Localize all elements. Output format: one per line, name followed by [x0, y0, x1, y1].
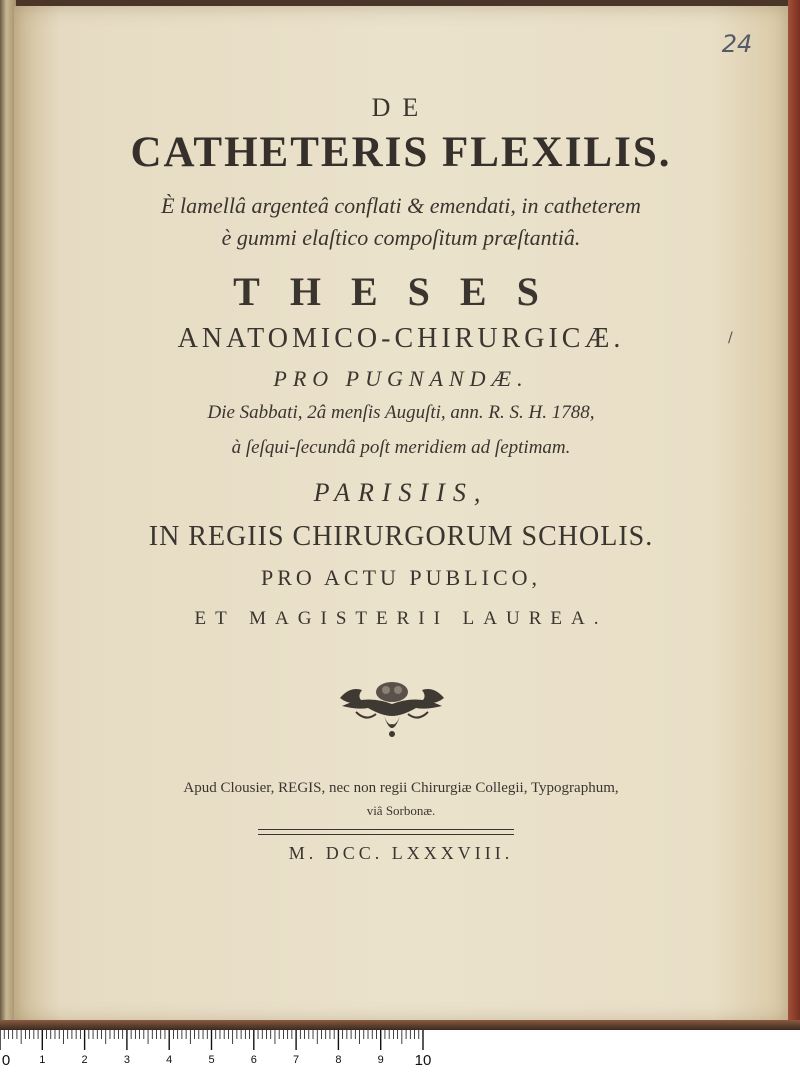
- place-parisiis: PARISIIS,: [313, 478, 489, 507]
- printers-ornament-vignette: [336, 676, 448, 740]
- ruler-label: 6: [250, 1054, 257, 1066]
- pro-actu-publico: PRO ACTU PUBLICO,: [260, 565, 542, 590]
- date-line: Die Sabbati, 2â menſis Auguſti, ann. R. S. H. 1788,: [207, 402, 595, 423]
- anatomico-heading: ANATOMICO-CHIRURGICÆ.: [177, 323, 625, 354]
- ruler-label: 0: [1, 1052, 11, 1069]
- subtitle-line-2: è gummi elaſtico compoſitum præſtantiâ.: [221, 225, 581, 250]
- ruler-label: 10: [414, 1052, 432, 1069]
- ruler-label: 3: [123, 1054, 130, 1066]
- double-rule-top: [258, 829, 514, 830]
- magisterii-laurea: ET MAGISTERII LAUREA.: [194, 608, 608, 629]
- page-right-edge: [788, 0, 800, 1028]
- ruler-label: 7: [293, 1054, 300, 1066]
- margin-mark: /: [728, 330, 733, 346]
- double-rule-bottom: [258, 834, 514, 835]
- ruler-ticks: [0, 1030, 800, 1073]
- ruler-label: 4: [166, 1054, 173, 1066]
- ruler-label: 5: [208, 1054, 215, 1066]
- ruler-label: 1: [39, 1054, 46, 1066]
- ruler-label: 9: [377, 1054, 384, 1066]
- imprint-year: M. DCC. LXXXVIII.: [288, 843, 514, 863]
- ruler-label: 2: [81, 1054, 88, 1066]
- printer-address: viâ Sorbonæ.: [366, 803, 436, 818]
- folio-number: 24: [721, 30, 753, 58]
- page-bottom-edge: [0, 1020, 800, 1030]
- printer-line: Apud Clousier, REGIS, nec non regii Chirurgiæ Collegii, Typographum,: [183, 780, 619, 796]
- time-line: à ſeſqui-ſecundâ poſt meridiem ad ſeptimam.: [231, 437, 571, 458]
- regiis-scholis: IN REGIIS CHIRURGORUM SCHOLIS.: [148, 521, 654, 552]
- title-de: DE: [371, 93, 431, 122]
- ruler-label: 8: [335, 1054, 342, 1066]
- scale-ruler: [0, 1030, 800, 1073]
- pro-pugnandae: PRO PUGNANDÆ.: [273, 366, 529, 391]
- main-title: CATHETERIS FLEXILIS.: [130, 129, 672, 176]
- subtitle-line-1: È lamellâ argenteâ conflati & emendati, in catheterem: [161, 193, 641, 218]
- theses-heading: THESES: [233, 269, 569, 314]
